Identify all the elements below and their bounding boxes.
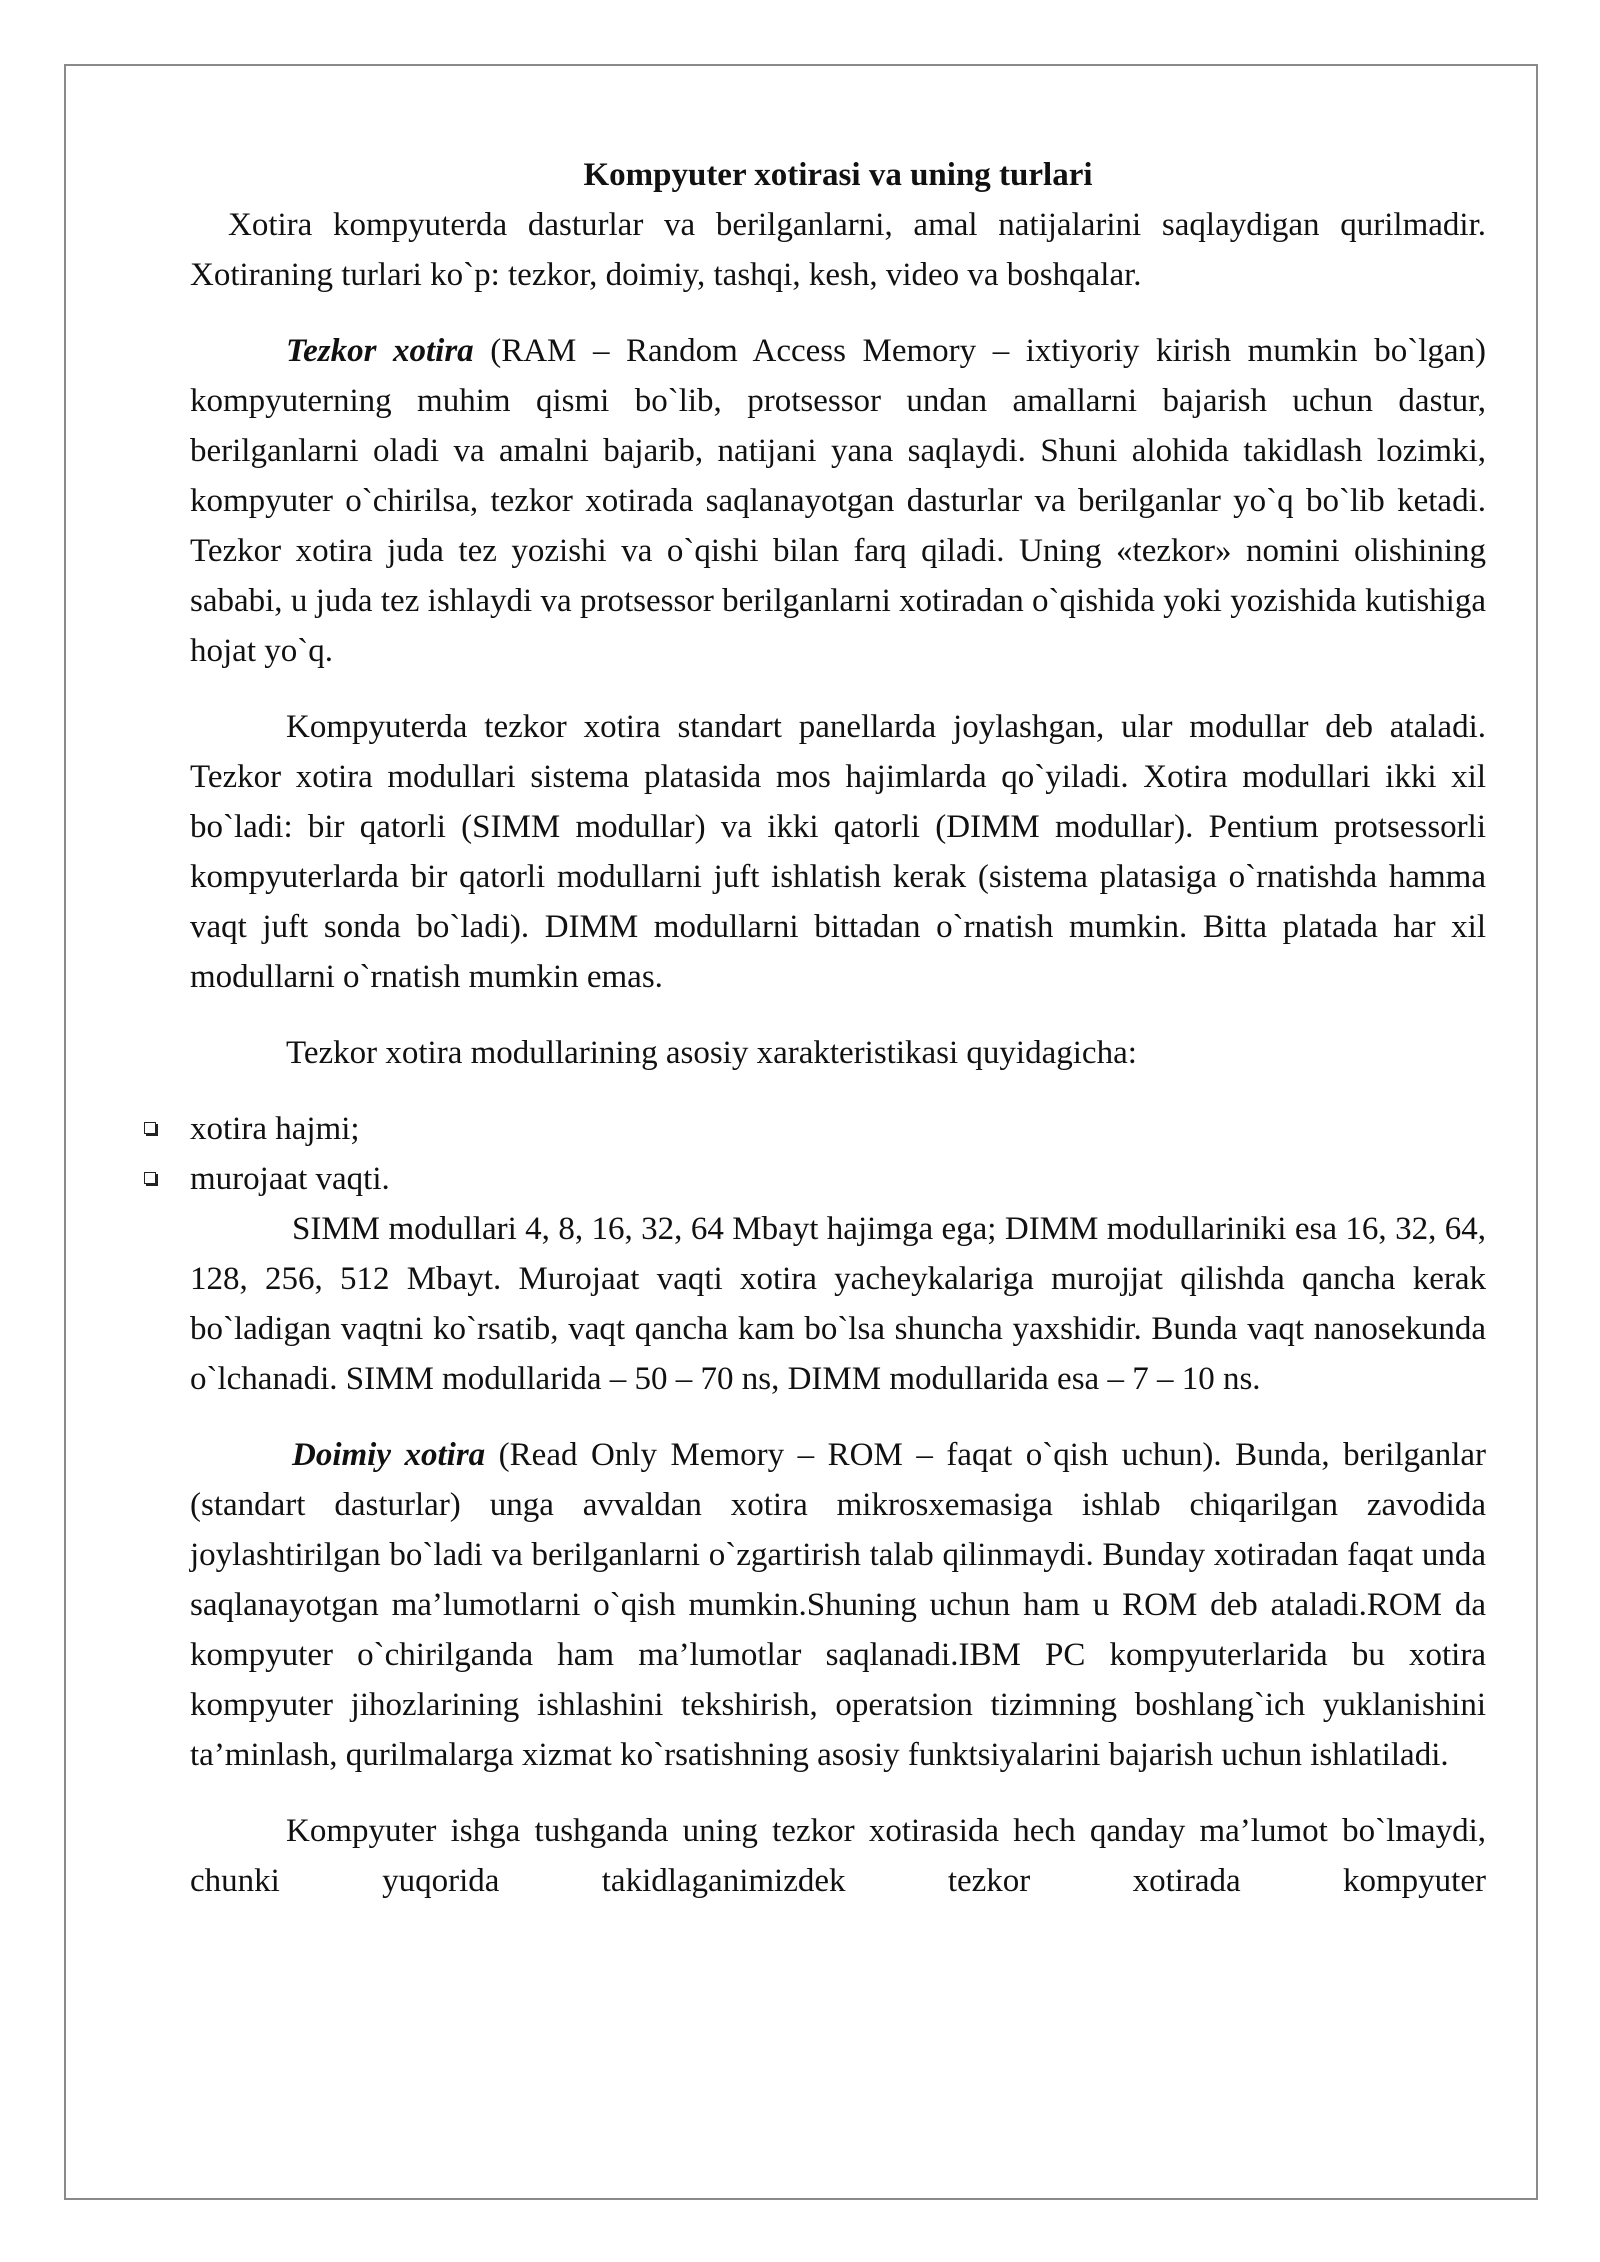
rom-text: (Read Only Memory – ROM – faqat o`qish uchun). Bunda, berilganlar (standart dasturlar) unga avvaldan xotira mikrosxemasiga ishlab chiqarilgan zavodida joylashtirilgan bo`ladi va berilganlarni o`zgartirish talab qilinmaydi. Bunday xotiradan faqat unda saqlanayotgan ma’lumotlarni o`qish mumkin.Shuning uchun ham u ROM deb ataladi.ROM da kompyuter o`chirilganda ham ma’lumotlar saqlanadi.IBM PC kompyuterlarida bu xotira kompyuter jihozlarining ishlashini tekshirish, operatsion tizimning boshlang`ich yuklanishini ta’minlash, qurilmalarga xizmat ko`rsatishning asosiy funktsiyalarini bajarish uchun ishlatiladi.	[190, 1437, 1486, 1773]
list-item-text: xotira hajmi;	[190, 1111, 360, 1147]
ram-text: (RAM – Random Access Memory – ixtiyoriy kirish mumkin bo`lgan) kompyuterning muhim qismi bo`lib, protsessor undan amallarni bajarish uchun dastur, berilganlarni oladi va amalni bajarib, natijani yana saqlaydi. Shuni alohida takidlash lozimki, kompyuter o`chirilsa, tezkor xotirada saqlanayotgan dasturlar va berilganlar yo`q bo`lib ketadi. Tezkor xotira juda tez yozishi va o`qishi bilan farq qiladi. Uning «tezkor» nomini olishining sababi, u juda tez ishlaydi va protsessor berilganlarni xotiradan o`qishida yoki yozishida kutishiga hojat yo`q.	[190, 333, 1486, 669]
list-item-text: murojaat vaqti.	[190, 1161, 390, 1197]
ram-paragraph	[190, 326, 1486, 676]
intro-paragraph: Xotira kompyuterda dasturlar va berilganlarni, amal natijalarini saqlaydigan qurilmadir. Xotiraning turlari ko`p: tezkor, doimiy, tashqi, kesh, video va boshqalar.	[190, 207, 1486, 293]
checkbox-bullet-icon	[144, 1172, 156, 1184]
rom-paragraph	[190, 1430, 1486, 1780]
checkbox-bullet-icon	[144, 1122, 156, 1134]
rom-term: Doimiy xotira	[292, 1437, 486, 1473]
list-item	[190, 1104, 1486, 1154]
characteristics-intro: Tezkor xotira modullarining asosiy xarakteristikasi quyidagicha:	[286, 1035, 1137, 1071]
list-item	[190, 1154, 1486, 1204]
startup-paragraph: Kompyuter ishga tushganda uning tezkor xotirasida hech qanday ma’lumot bo`lmaydi, chunki yuqorida takidlaganimizdek tezkor xotirada kompyuter	[190, 1813, 1486, 1899]
document-body	[190, 150, 1486, 1906]
simm-paragraph: SIMM modullari 4, 8, 16, 32, 64 Mbayt hajimga ega; DIMM modullariniki esa 16, 32, 64, 128, 256, 512 Mbayt. Murojaat vaqti xotira yacheykalariga murojjat qilishda qancha kerak bo`ladigan vaqtni ko`rsatib, vaqt qancha kam bo`lsa shuncha yaxshidir. Bunda vaqt nanosekunda o`lchanadi. SIMM modullarida – 50 – 70 ns, DIMM modullarida esa – 7 – 10 ns.	[190, 1211, 1486, 1397]
ram-term: Tezkor xotira	[286, 333, 474, 369]
document-title: Kompyuter xotirasi va uning turlari	[583, 157, 1093, 193]
characteristics-list	[190, 1104, 1486, 1204]
modules-paragraph: Kompyuterda tezkor xotira standart panellarda joylashgan, ular modullar deb ataladi. Tezkor xotira modullari sistema platasida mos hajimlarda qo`yiladi. Xotira modullari ikki xil bo`ladi: bir qatorli (SIMM modullar) va ikki qatorli (DIMM modullar). Pentium protsessorli kompyuterlarda bir qatorli modullarni juft ishlatish kerak (sistema platasiga o`rnatishda hamma vaqt juft sonda bo`ladi). DIMM modullarni bittadan o`rnatish mumkin. Bitta platada har xil modullarni o`rnatish mumkin emas.	[190, 709, 1486, 995]
